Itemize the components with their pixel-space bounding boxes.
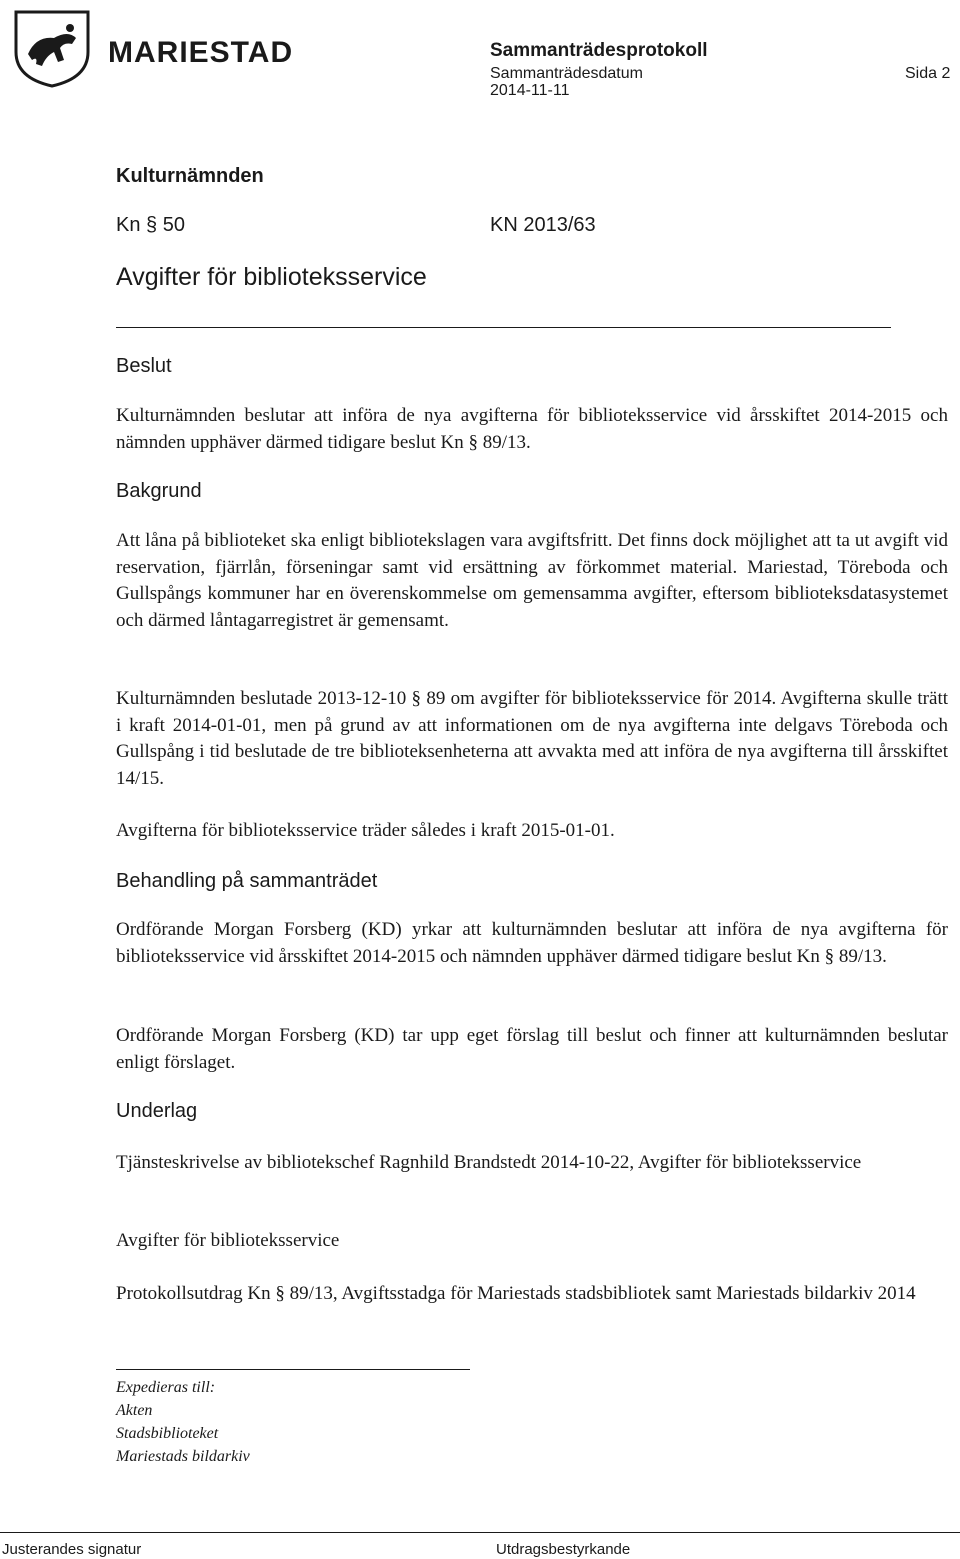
section-title-beslut: Beslut [116, 355, 172, 377]
matter-heading: Avgifter för biblioteksservice [116, 263, 427, 291]
meeting-date: 2014-11-11 [490, 82, 570, 99]
bakgrund-paragraph-3: Avgifterna för biblioteksservice träder således i kraft 2015-01-01. [116, 820, 615, 841]
heading-divider [116, 327, 891, 328]
meeting-date-label: Sammanträdesdatum [490, 65, 643, 82]
case-reference: KN 2013/63 [490, 214, 596, 236]
underlag-item-3: Protokollsutdrag Kn § 89/13, Avgiftsstadga för Mariestads stadsbibliotek samt Mariestads bildarkiv 2014 [116, 1283, 916, 1304]
section-title-behandling: Behandling på sammanträdet [116, 870, 378, 892]
underlag-item-2: Avgifter för biblioteksservice [116, 1230, 340, 1251]
distribution-item: Akten [116, 1402, 153, 1419]
footer-certification-label: Utdragsbestyrkande [496, 1541, 631, 1558]
bakgrund-paragraph-1: Att låna på biblioteket ska enligt bibliotekslagen vara avgiftsfritt. Det finns dock möjlighet att ta ut avgift vid reservation, fjärrlån, förseningar samt vid ersättning av förkommet material. Mariestad, Töreboda och Gullspångs kommuner har en överenskommelse om gemensamma avgifter, eftersom biblioteksdatasystemet och därmed låntagarregistret är gemensamt. [116, 530, 948, 631]
beslut-text: Kulturnämnden beslutar att införa de nya avgifterna för biblioteksservice vid årsskiftet 2014-2015 och nämnden upphäver därmed tidigare beslut Kn § 89/13. [116, 405, 948, 453]
document-title: Sammanträdesprotokoll [490, 40, 708, 61]
bakgrund-paragraph-2: Kulturnämnden beslutade 2013-12-10 § 89 om avgifter för biblioteksservice för 2014. Avgifterna skulle trätt i kraft 2014-01-01, men på grund av att informationen om de nya avgifterna inte delgavs Töreboda och Gullspång i tid beslutade de tre biblioteksenheterna att avvakta med att införa de nya avgifterna till årsskiftet 14/15. [116, 688, 948, 789]
section-title-underlag: Underlag [116, 1100, 198, 1122]
footer-signature-label: Justerandes signatur [2, 1541, 142, 1558]
distribution-item: Stadsbiblioteket [116, 1425, 219, 1442]
distribution-divider [116, 1369, 470, 1370]
distribution-label: Expedieras till: [116, 1379, 216, 1396]
footer-divider [0, 1532, 960, 1533]
behandling-paragraph-2: Ordförande Morgan Forsberg (KD) tar upp eget förslag till beslut och finner att kulturnämnden beslutar enligt förslaget. [116, 1025, 948, 1073]
page-number: Sida 2 [905, 65, 951, 82]
behandling-paragraph-1: Ordförande Morgan Forsberg (KD) yrkar att kulturnämnden beslutar att införa de nya avgifterna för biblioteksservice vid årsskiftet 2014-2015 och nämnden upphäver därmed tidigare beslut Kn § 89/13. [116, 919, 948, 967]
logo-wordmark: MARIESTAD [108, 36, 294, 69]
section-title-bakgrund: Bakgrund [116, 480, 202, 502]
coat-of-arms-icon [8, 8, 108, 88]
distribution-item: Mariestads bildarkiv [116, 1448, 250, 1465]
case-number: Kn § 50 [116, 214, 185, 236]
underlag-item-1: Tjänsteskrivelse av bibliotekschef Ragnhild Brandstedt 2014-10-22, Avgifter för biblioteksservice [116, 1152, 862, 1173]
committee-name: Kulturnämnden [116, 165, 264, 187]
